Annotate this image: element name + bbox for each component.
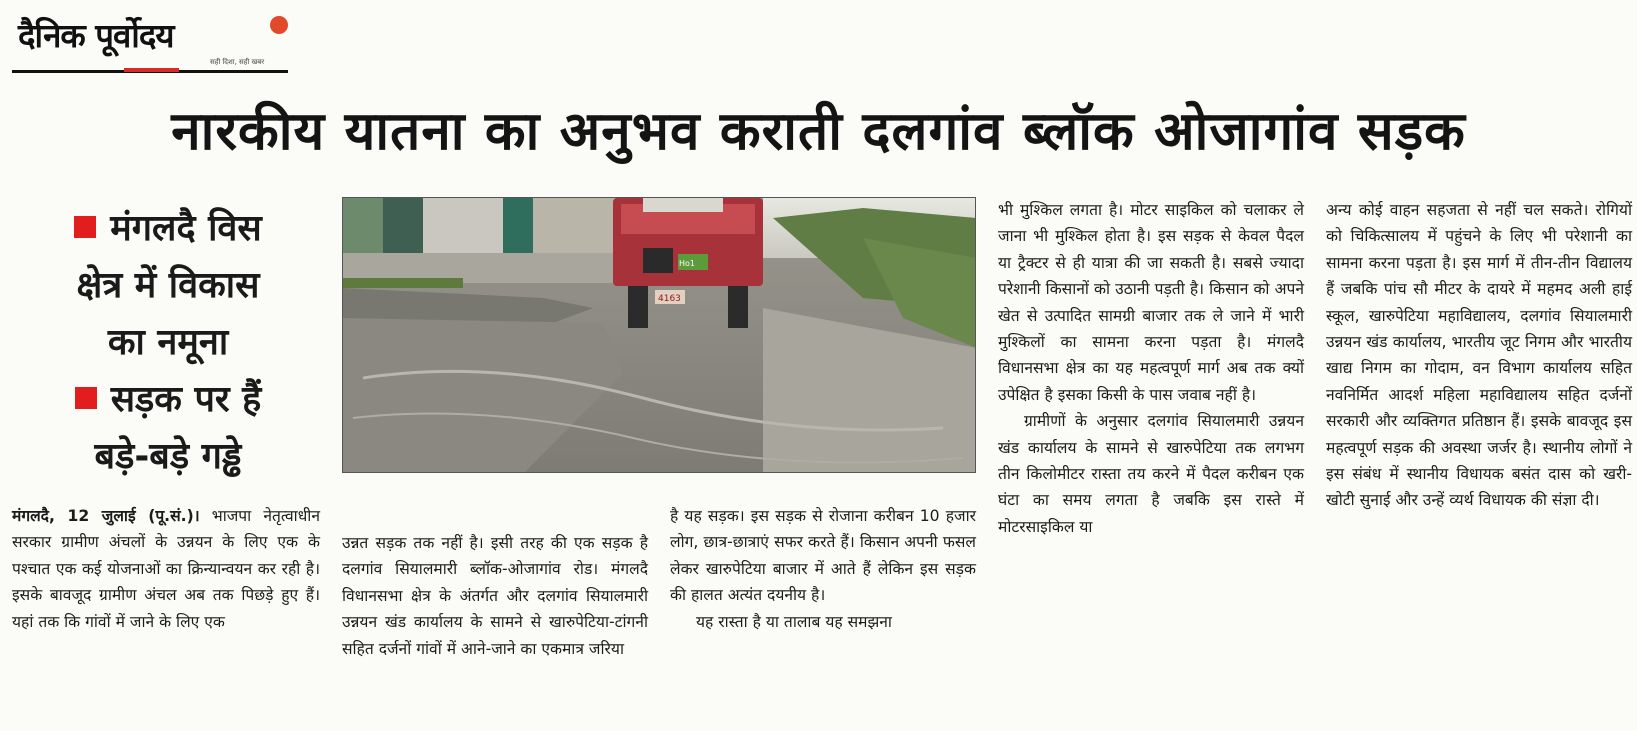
article-text-col-4-para-1: भी मुश्किल लगता है। मोटर साइकिल को चलाकर ले जाना भी मुश्किल होता है। इस सड़क से केवल पैदल या ट्रैक्टर से ही यात्रा की जा सकती है। सबसे ज्यादा परेशानी किसानों को उठानी पड़ती है। किसान को अपने खेत से उत्पादित सामग्री बाजार तक ले जाने में भारी मुश्किलों का सामना करना पड़ता है। मंगलदै विधानसभा क्षेत्र का यह महत्वपूर्ण मार्ग अब तक क्यों उपेक्षित है इसका किसी के पास जवाब नहीं है। — [998, 201, 1304, 404]
article-dateline: मंगलदै, 12 जुलाई (पू.सं.)। — [12, 507, 200, 525]
subhead-2-line-2: बड़े-बड़े गड्ढे — [94, 436, 242, 477]
newspaper-name: दैनिक पूर्वोदय — [18, 16, 174, 55]
red-square-bullet-icon — [74, 216, 96, 238]
article-text-col-3-para-2: यह रास्ता है या तालाब यह समझना — [696, 612, 892, 631]
article-column-4 — [998, 197, 1304, 540]
masthead-red-strip — [124, 68, 179, 72]
article-text-col-1: भाजपा नेतृत्वाधीन सरकार ग्रामीण अंचलों के उन्नयन के लिए एक के पश्चात एक कई योजनाओं का क्रिन्यान्वयन कर रही है। इसके बावजूद ग्रामीण अंचल अब तक पिछड़े हुए हैं। यहां तक कि गांवों में जाने के लिए एक — [12, 507, 320, 631]
article-text-col-5: अन्य कोई वाहन सहजता से नहीं चल सकते। रोगियों को चिकित्सालय में पहुंचने के लिए भी परेशानी का सामना करना पड़ता है। इस मार्ग में तीन-तीन विद्यालय हैं जबकि पांच सौ मीटर के दायरे में महमद अली हाई स्कूल, खारुपेटिया महाविद्यालय, दलगांव सियालमारी उन्नयन खंड कार्यालय, भारतीय जूट निगम और भारतीय खाद्य निगम का गोदाम, वन विभाग कार्यालय सहित नवनिर्मित आदर्श महिला महाविद्यालय सहित दर्जनों सरकारी और व्यक्तिगत प्रतिष्ठान हैं। इसके बावजूद इस महत्वपूर्ण सड़क की अवस्था जर्जर है। स्थानीय लोगों ने इस संबंध में स्थानीय विधायक बसंत दास को खरी-खोटी सुनाई और उन्हें व्यर्थ विधायक की संज्ञा दी। — [1326, 201, 1632, 510]
newspaper-tagline: सही दिशा, सही खबर — [210, 58, 265, 66]
vehicle-plate-small: Ho1 — [679, 259, 695, 268]
subhead-1-line-2: क्षेत्र में विकास — [76, 265, 260, 306]
headline: नारकीय यातना का अनुभव कराती दलगांव ब्लॉक ओजागांव सड़क — [171, 101, 1466, 162]
subhead-2-line-1: सड़क पर हैं — [18, 371, 318, 428]
article-column-1 — [12, 503, 320, 635]
subhead-1-line-1: मंगलदै विस — [18, 200, 318, 257]
vehicle-plate-number: 4163 — [658, 294, 681, 304]
logo-sun-icon — [270, 16, 288, 34]
article-text-col-3-para-1: है यह सड़क। इस सड़क से रोजाना करीबन 10 हजार लोग, छात्र-छात्राएं सफर करते हैं। किसान अपनी फसल लेकर खारुपेटिया बाजार में आते हैं लेकिन इस सड़क की हालत अत्यंत दयनीय है। — [670, 507, 976, 605]
subhead-1-line-3: का नमूना — [107, 322, 229, 363]
news-photo-flooded-road — [342, 197, 976, 473]
masthead-logo — [12, 6, 288, 72]
subheadline-deck — [18, 200, 318, 485]
article-column-5 — [1326, 197, 1632, 514]
article-column-2 — [342, 530, 648, 662]
article-text-col-4-para-2: ग्रामीणों के अनुसार दलगांव सियालमारी उन्नयन खंड कार्यालय के सामने से खारुपेटिया तक लगभग तीन किलोमीटर रास्ता तय करने में पैदल करीबन एक घंटा का समय लगता है जबकि इस रास्ते में मोटरसाइकिल या — [998, 412, 1304, 536]
article-column-3 — [670, 503, 976, 635]
article-text-col-2: उन्नत सड़क तक नहीं है। इसी तरह की एक सड़क है दलगांव सियालमारी ब्लॉक-ओजागांव रोड। मंगलदै विधानसभा क्षेत्र के अंतर्गत और दलगांव सियालमारी उन्नयन खंड कार्यालय के सामने से खारुपेटिया-टांगनी सहित दर्जनों गांवों में आने-जाने का एकमात्र जरिया — [342, 534, 648, 658]
red-square-bullet-icon — [75, 387, 97, 409]
